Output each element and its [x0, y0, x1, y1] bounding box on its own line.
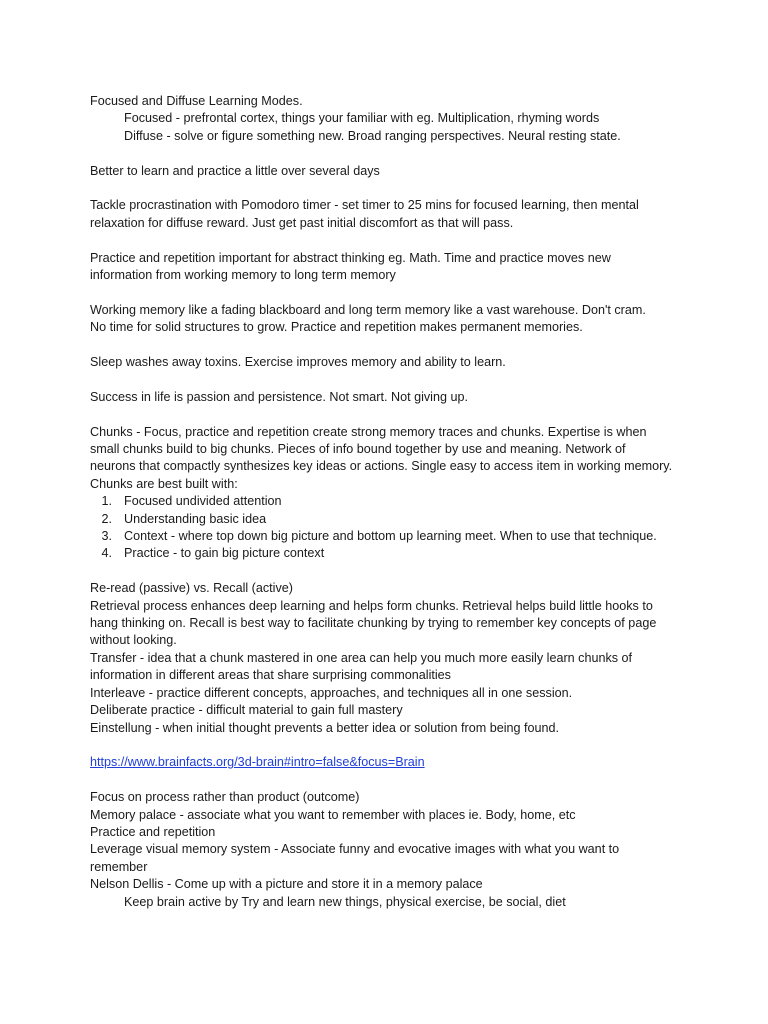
link-line	[90, 754, 690, 771]
document-body	[90, 93, 690, 911]
reread-line: Re-read (passive) vs. Recall (active)	[90, 581, 293, 596]
chunks-line-3: neurons that compactly synthesizes key ideas or actions. Single easy to access item in working memory.	[90, 459, 673, 474]
retrieval-line-3: without looking.	[90, 633, 177, 648]
nelson-dellis-line: Nelson Dellis - Come up with a picture and store it in a memory palace	[90, 877, 483, 892]
list-item	[90, 528, 690, 545]
paragraph-gap	[90, 406, 690, 423]
practice-line-1: Practice and repetition important for abstract thinking eg. Math. Time and practice moves new	[90, 250, 611, 265]
paragraph-gap	[90, 145, 690, 162]
modes-heading: Focused and Diffuse Learning Modes.	[90, 94, 303, 108]
interleave-line: Interleave - practice different concepts, approaches, and techniques all in one session.	[90, 685, 573, 700]
chunks-line-2: small chunks build to big chunks. Pieces of info bound together by use and meaning. Network of	[90, 442, 626, 457]
memory-palace-line: Memory palace - associate what you want to remember with places ie. Body, home, etc	[90, 807, 576, 822]
paragraph-gap	[90, 563, 690, 580]
deliberate-line: Deliberate practice - difficult material to gain full mastery	[90, 703, 403, 718]
list-item-text: Understanding basic idea	[124, 511, 267, 526]
list-item-text: Practice - to gain big picture context	[124, 546, 325, 561]
retrieval-line-2: hang thinking on. Recall is best way to facilitate chunking by trying to remember key concepts of page	[90, 616, 657, 631]
sleep-line: Sleep washes away toxins. Exercise improves memory and ability to learn.	[90, 355, 506, 370]
paragraph-gap	[90, 284, 690, 301]
list-item	[90, 545, 690, 562]
list-item	[90, 511, 690, 528]
modes-diffuse-line: Diffuse - solve or figure something new. Broad ranging perspectives. Neural resting state.	[124, 128, 621, 143]
paragraph-gap	[90, 180, 690, 197]
visual-memory-line-1: Leverage visual memory system - Associate funny and evocative images with what you want to	[90, 842, 620, 857]
pomodoro-line-2: relaxation for diffuse reward. Just get past initial discomfort as that will pass.	[90, 215, 514, 230]
success-line: Success in life is passion and persistence. Not smart. Not giving up.	[90, 389, 468, 404]
practice-line-2: information from working memory to long term memory	[90, 268, 396, 283]
chunks-line-1: Chunks - Focus, practice and repetition create strong memory traces and chunks. Expertise is when	[90, 424, 647, 439]
einstellung-line: Einstellung - when initial thought prevents a better idea or solution from being found.	[90, 720, 560, 735]
list-item-text: Context - where top down big picture and bottom up learning meet. When to use that technique.	[124, 529, 657, 544]
paragraph-gap	[90, 772, 690, 789]
modes-focused-line: Focused - prefrontal cortex, things your familiar with eg. Multiplication, rhyming words	[124, 111, 600, 126]
list-item-text: Focused undivided attention	[124, 494, 282, 509]
list-number: 1.	[101, 494, 112, 509]
paragraph-gap	[90, 232, 690, 249]
practice-repetition-line: Practice and repetition	[90, 824, 216, 839]
paragraph-gap	[90, 737, 690, 754]
pomodoro-line-1: Tackle procrastination with Pomodoro timer - set timer to 25 mins for focused learning, then mental	[90, 198, 639, 213]
list-number: 3.	[101, 529, 112, 544]
brainfacts-link[interactable]: https://www.brainfacts.org/3d-brain#intro=false&focus=Brain	[90, 755, 425, 770]
brain-active-line: Keep brain active by Try and learn new things, physical exercise, be social, diet	[124, 894, 566, 909]
working-memory-line-1: Working memory like a fading blackboard and long term memory like a vast warehouse. Don't cram.	[90, 302, 646, 317]
list-number: 2.	[101, 511, 112, 526]
transfer-line-1: Transfer - idea that a chunk mastered in one area can help you much more easily learn chunks of	[90, 650, 633, 665]
process-line: Focus on process rather than product (outcome)	[90, 790, 360, 805]
chunks-line-4: Chunks are best built with:	[90, 476, 238, 491]
paragraph-gap	[90, 371, 690, 388]
retrieval-line-1: Retrieval process enhances deep learning and helps form chunks. Retrieval helps build little hooks to	[90, 598, 653, 613]
transfer-line-2: information in different areas that share surprising commonalities	[90, 668, 451, 683]
better-learn-line: Better to learn and practice a little over several days	[90, 163, 380, 178]
paragraph-gap	[90, 337, 690, 354]
list-item	[90, 493, 690, 510]
list-number: 4.	[101, 546, 112, 561]
chunks-numbered-list	[90, 493, 690, 563]
working-memory-line-2: No time for solid structures to grow. Practice and repetition makes permanent memories.	[90, 320, 583, 335]
visual-memory-line-2: remember	[90, 859, 148, 874]
